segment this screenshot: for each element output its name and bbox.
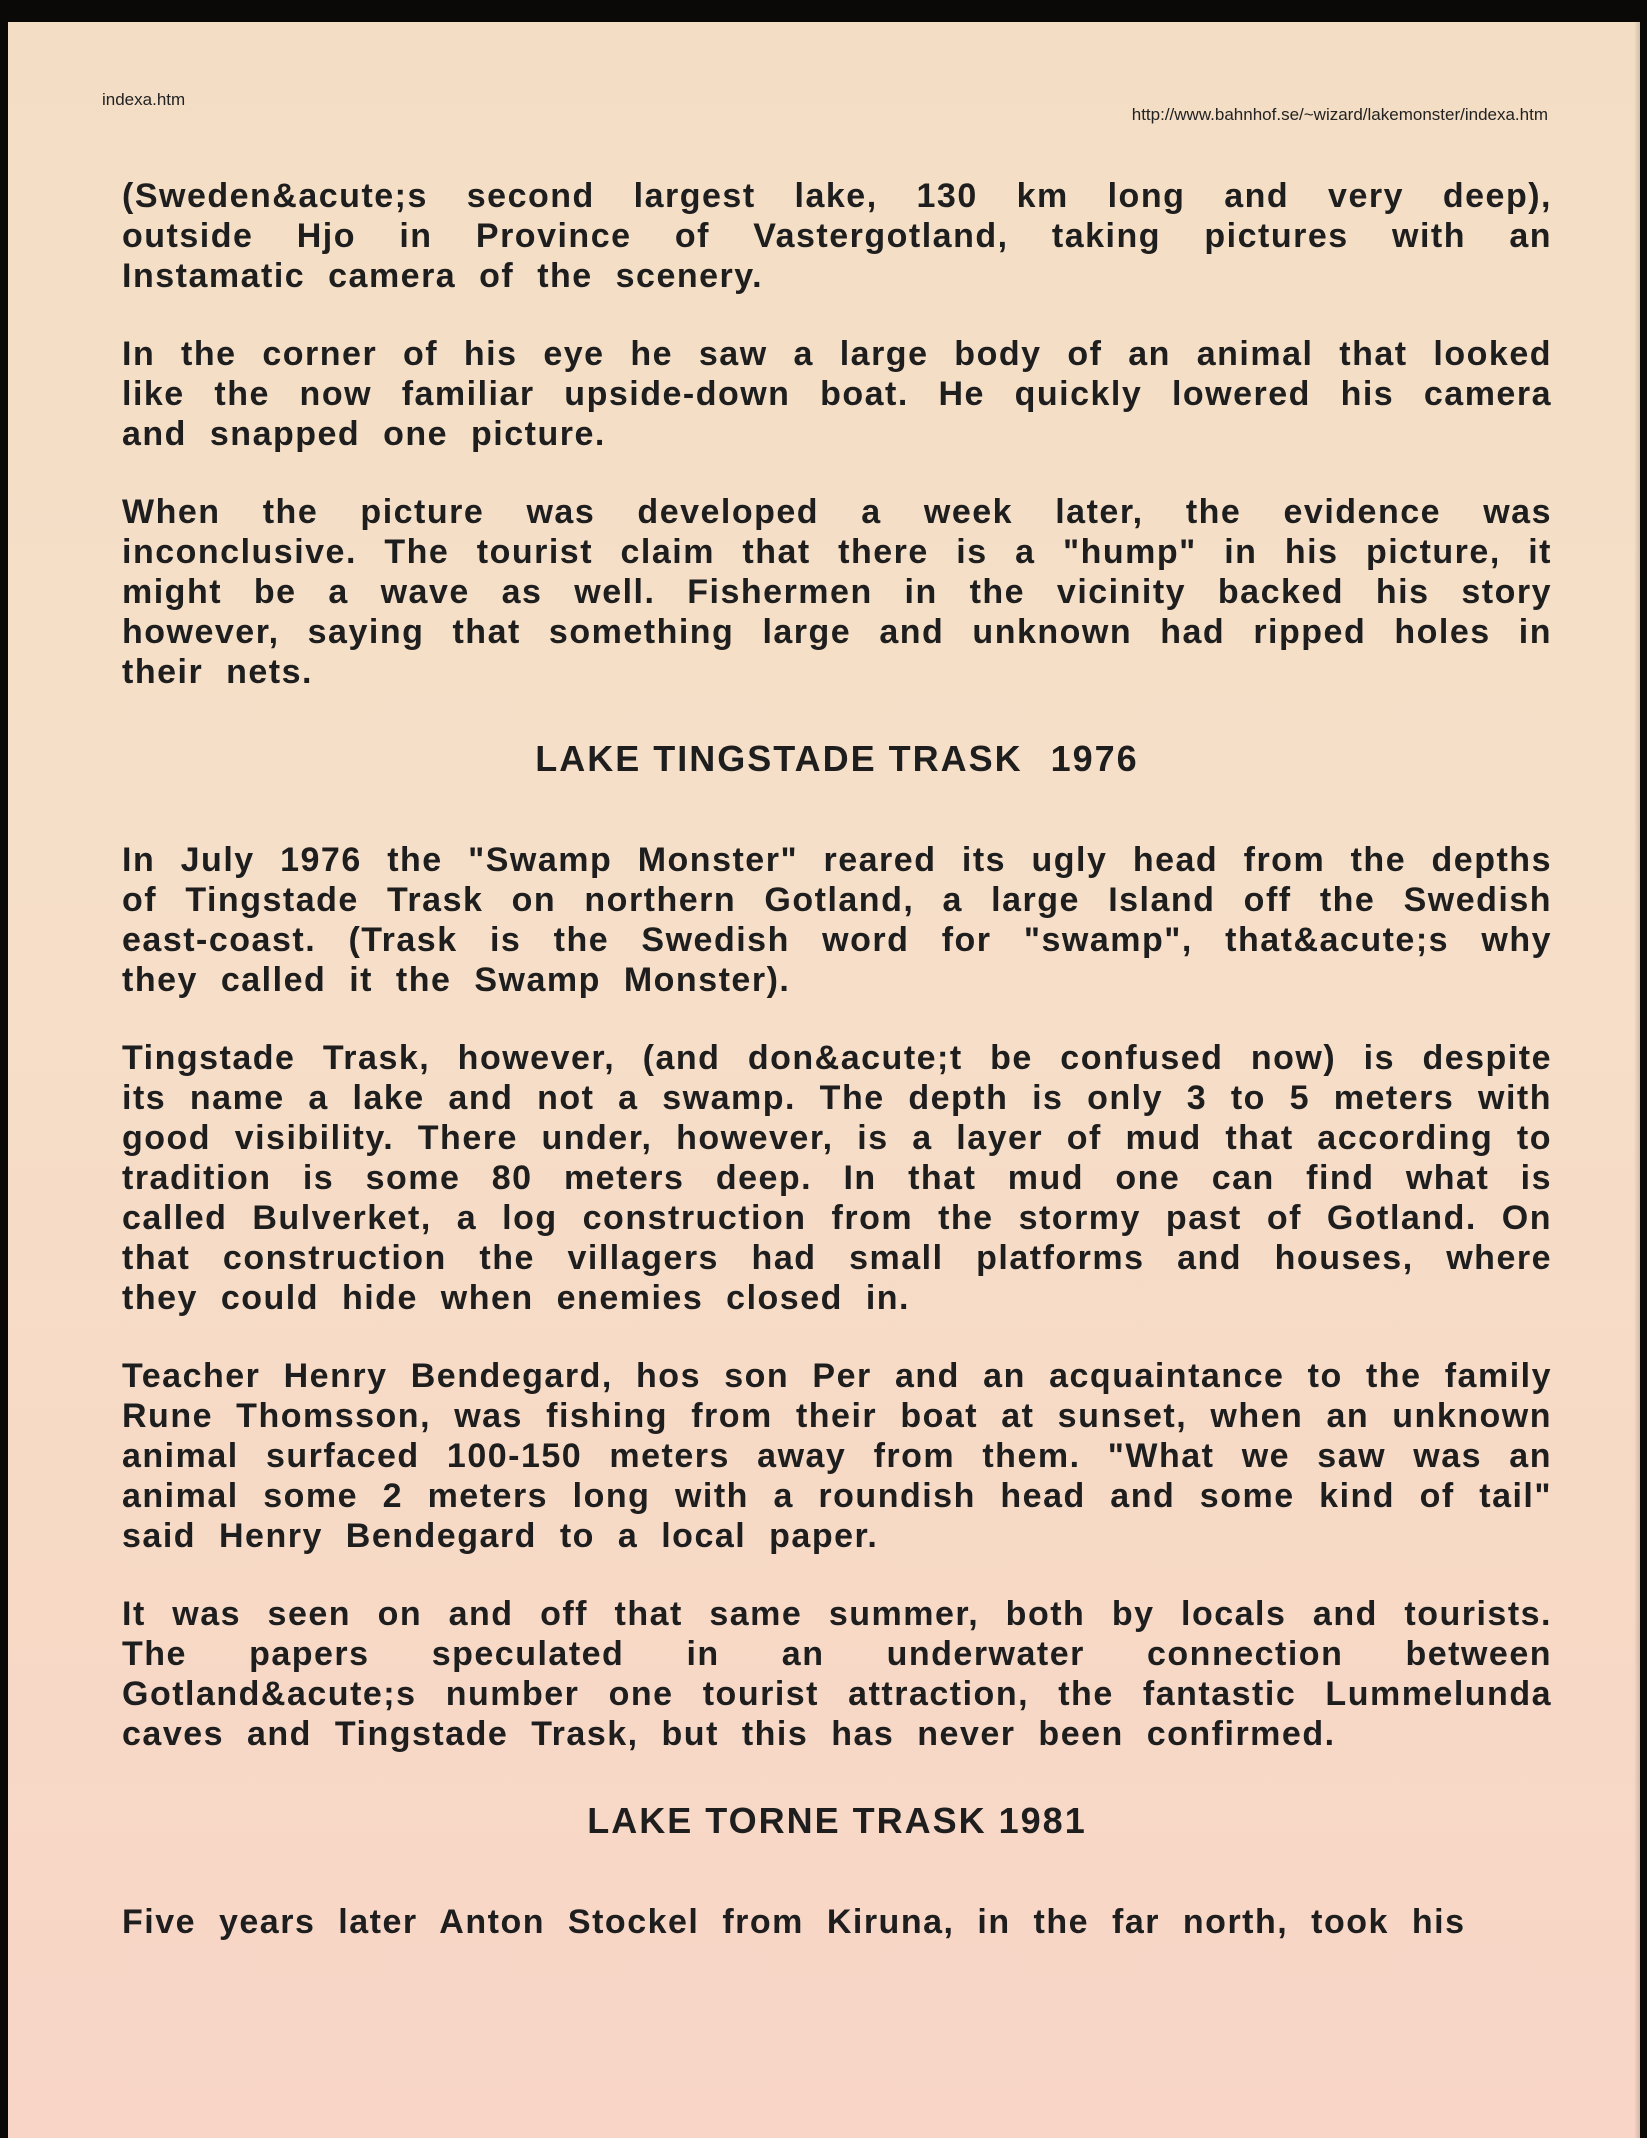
page-edge-shadow [1634,22,1640,2138]
section-heading-tingstade [122,738,1552,780]
section-heading-torne [122,1800,1552,1842]
page-url: http://www.bahnhof.se/~wizard/lakemonster/indexa.htm [1131,105,1548,124]
paragraph-anton-stockel: Five years later Anton Stockel from Kiruna, in the far north, took his [122,1903,1466,1941]
paragraph-lake-vattern-intro: (Sweden&acute;s second largest lake, 130 km long and very deep), outside Hjo in Province of Vastergotland, taking pictures with an Instamatic camera of the scenery. [122,177,1552,295]
paragraph-bendegard: Teacher Henry Bendegard, hos son Per and an acquaintance to the family Rune Thomsson, was fishing from their boat at sunset, when an unknown animal surfaced 100-150 meters away from them. "What we saw was an animal some 2 meters long with a roundish head and some kind of tail" said Henry Bendegard to a local paper. [122,1357,1552,1555]
heading-title: LAKE TINGSTADE TRASK [535,738,1023,779]
paragraph-tingstade-lake: Tingstade Trask, however, (and don&acute;t be confused now) is despite its name a lake and not a swamp. The depth is only 3 to 5 meters with good visibility. There under, however, is a layer of mud that according to tradition is some 80 meters deep. In that mud one can find what is called Bulverket, a log construction from the stormy past of Gotland. On that construction the villagers had small platforms and houses, where they could hide when enemies closed in. [122,1039,1552,1317]
paragraph-swamp-monster: In July 1976 the "Swamp Monster" reared its ugly head from the depths of Tingstade Trask on northern Gotland, a large Island off the Swedish east-coast. (Trask is the Swedish word for "swamp", that&acute;s why they called it the Swamp Monster). [122,841,1552,999]
paragraph-sighting: In the corner of his eye he saw a large body of an animal that looked like the now familiar upside-down boat. He quickly lowered his camera and snapped one picture. [122,335,1552,453]
article-body [122,176,1552,1980]
heading-year: 1976 [1050,738,1139,779]
heading-title-torne: LAKE TORNE TRASK 1981 [587,1800,1087,1841]
paragraph-summer-sightings: It was seen on and off that same summer, both by locals and tourists. The papers speculated in an underwater connection between Gotland&acute;s number one tourist attraction, the fantastic Lummelunda caves and Tingstade Trask, but this has never been confirmed. [122,1595,1552,1753]
page-filename: indexa.htm [102,90,186,109]
printed-page [8,22,1640,2138]
paragraph-evidence: When the picture was developed a week later, the evidence was inconclusive. The tourist claim that there is a "hump" in his picture, it might be a wave as well. Fishermen in the vicinity backed his story however, saying that something large and unknown had ripped holes in their nets. [122,493,1552,691]
